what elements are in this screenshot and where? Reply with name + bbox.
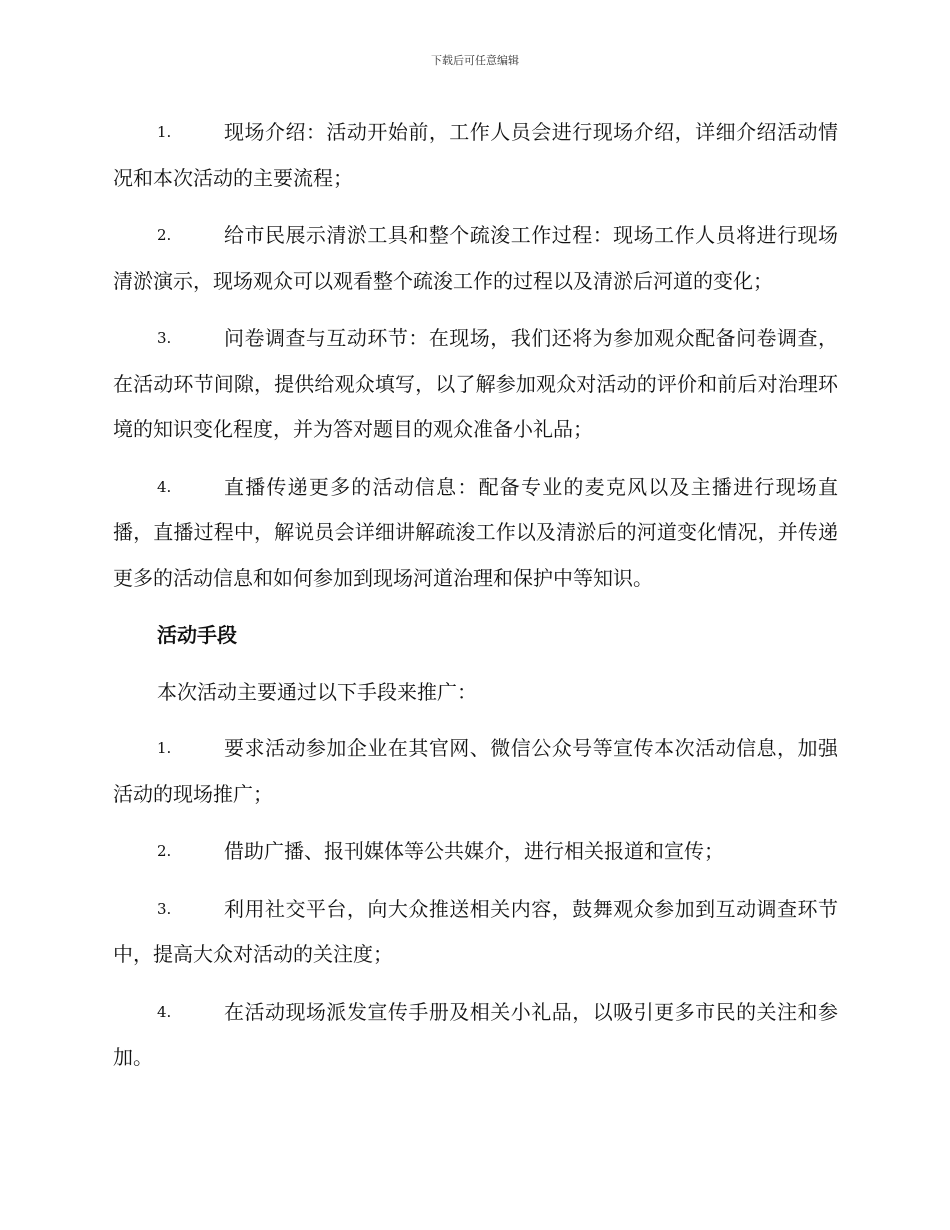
list-item-text: 利用社交平台，向大众推送相关内容，鼓舞观众参加到互动调查环节中，提高大众对活动的关注度； — [113, 896, 838, 966]
list-item — [113, 213, 838, 304]
list-item-text: 直播传递更多的活动信息：配备专业的麦克风以及主播进行现场直播，直播过程中，解说员会详细讲解疏浚工作以及清淤后的河道变化情况，并传递更多的活动信息和如何参加到现场河道治理和保护中等知识。 — [113, 474, 838, 590]
list-item — [113, 316, 838, 453]
list-item — [113, 110, 838, 201]
list-item-number: 4. — [157, 1002, 172, 1021]
list-item-number: 1. — [157, 123, 172, 141]
page-header: 下载后可任意编辑 — [431, 54, 519, 67]
list-item-number: 4. — [157, 477, 172, 496]
list-item-text: 在活动现场派发宣传手册及相关小礼品，以吸引更多市民的关注和参加。 — [113, 999, 838, 1069]
list-item — [113, 465, 838, 602]
document-body — [113, 110, 838, 1093]
list-item-text: 要求活动参加企业在其官网、微信公众号等宣传本次活动信息，加强活动的现场推广； — [113, 736, 838, 806]
list-item-text: 给市民展示清淤工具和整个疏浚工作过程：现场工作人员将进行现场清淤演示，现场观众可以观看整个疏浚工作的过程以及清淤后河道的变化； — [113, 223, 838, 293]
list-item — [113, 726, 838, 817]
section-heading: 活动手段 — [157, 623, 237, 647]
list-item-number: 2. — [157, 842, 172, 860]
list-item-text: 现场介绍：活动开始前，工作人员会进行现场介绍，详细介绍活动情况和本次活动的主要流程； — [113, 120, 838, 190]
section-intro: 本次活动主要通过以下手段来推广： — [157, 679, 477, 704]
list-item-number: 2. — [157, 226, 172, 244]
list-item — [113, 887, 838, 978]
list-item-number: 3. — [157, 899, 172, 918]
list-item-text: 借助广播、报刊媒体等公共媒介，进行相关报道和宣传； — [224, 839, 724, 863]
list-item — [113, 990, 838, 1081]
list-item-text: 问卷调查与互动环节：在现场，我们还将为参加观众配备问卷调查，在活动环节间隙，提供给观众填写，以了解参加观众对活动的评价和前后对治理环境的知识变化程度，并为答对题目的观众准备小礼品； — [113, 326, 838, 441]
list-item-number: 3. — [157, 329, 172, 347]
list-item — [113, 829, 838, 875]
list-item-number: 1. — [157, 739, 172, 757]
